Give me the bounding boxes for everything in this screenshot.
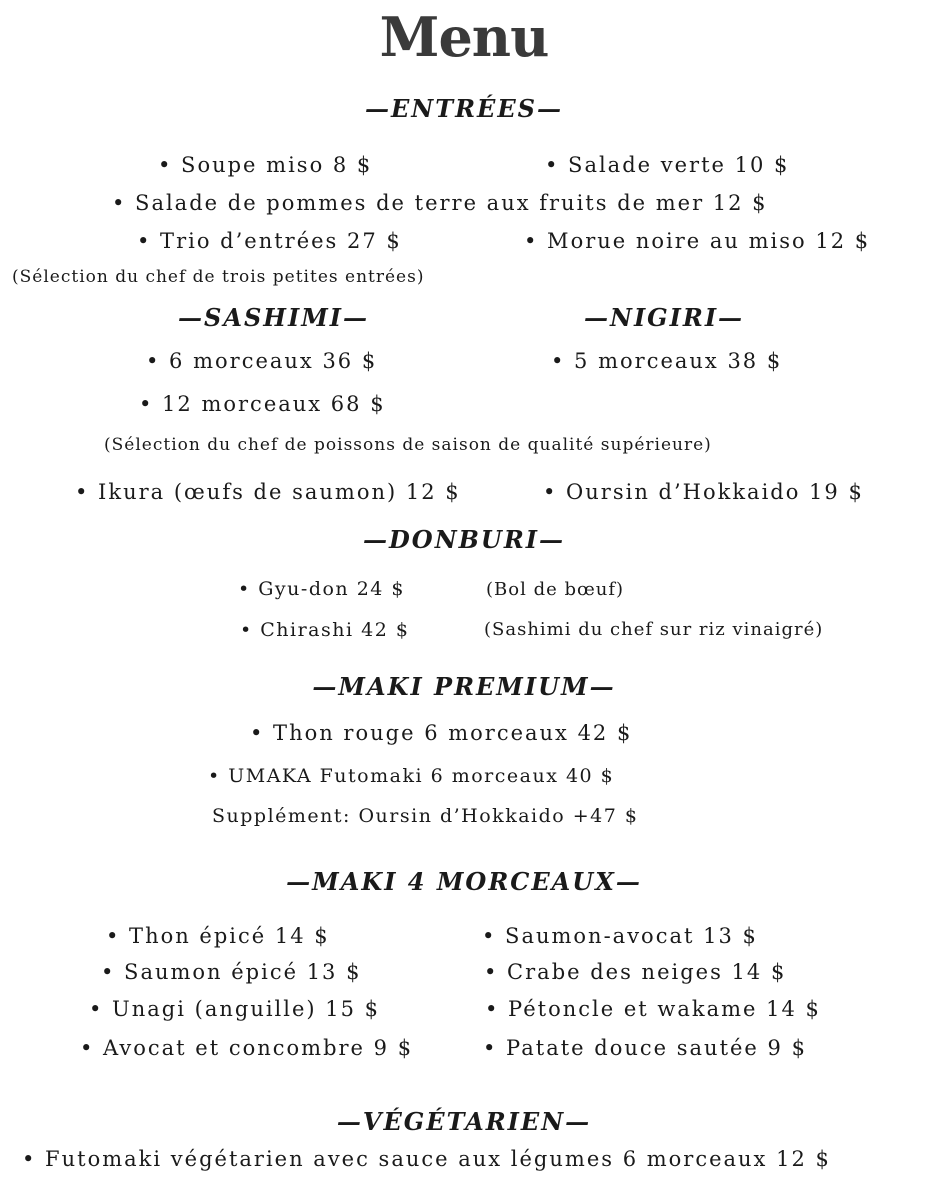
maki-premium-heading: —MAKI PREMIUM— (312, 672, 616, 701)
item-salade-pommes: • Salade de pommes de terre aux fruits de mer 12 $ (112, 191, 768, 215)
vegetarien-heading: —VÉGÉTARIEN— (336, 1107, 592, 1136)
item-maki-right: • Saumon-avocat 13 $ (482, 924, 758, 948)
item-nigiri-5: • 5 morceaux 38 $ (551, 349, 783, 373)
item-futomaki-vegetarien: • Futomaki végétarien avec sauce aux légumes 6 morceaux 12 $ (22, 1147, 831, 1171)
item-umaka-futomaki: • UMAKA Futomaki 6 morceaux 40 $ (208, 765, 615, 787)
item-chirashi: • Chirashi 42 $ (240, 619, 410, 641)
item-maki-right: • Patate douce sautée 9 $ (483, 1036, 807, 1060)
entrees-heading: —ENTRÉES— (365, 94, 563, 123)
gyu-don-note: (Bol de bœuf) (486, 579, 625, 600)
item-maki-left: • Saumon épicé 13 $ (101, 960, 362, 984)
maki-4-heading: —MAKI 4 MORCEAUX— (286, 867, 642, 896)
donburi-heading: —DONBURI— (362, 525, 566, 554)
menu-title: Menu (379, 5, 549, 69)
item-oursin: • Oursin d’Hokkaido 19 $ (543, 480, 864, 504)
item-maki-right: • Pétoncle et wakame 14 $ (485, 997, 821, 1021)
trio-note: (Sélection du chef de trois petites entrées) (12, 267, 425, 287)
item-maki-left: • Unagi (anguille) 15 $ (89, 997, 381, 1021)
selection-note: (Sélection du chef de poissons de saison de qualité supérieure) (104, 435, 712, 455)
chirashi-note: (Sashimi du chef sur riz vinaigré) (484, 619, 824, 640)
item-morue-noire: • Morue noire au miso 12 $ (524, 229, 871, 253)
item-maki-left: • Thon épicé 14 $ (106, 924, 330, 948)
item-maki-left: • Avocat et concombre 9 $ (80, 1036, 414, 1060)
item-trio-entrees: • Trio d’entrées 27 $ (137, 229, 402, 253)
item-salade-verte: • Salade verte 10 $ (545, 153, 790, 177)
item-ikura: • Ikura (œufs de saumon) 12 $ (75, 480, 461, 504)
sashimi-heading: —SASHIMI— (178, 303, 369, 332)
item-sashimi-6: • 6 morceaux 36 $ (146, 349, 378, 373)
supplement-note: Supplément: Oursin d’Hokkaido +47 $ (212, 805, 639, 827)
item-thon-rouge: • Thon rouge 6 morceaux 42 $ (250, 721, 633, 745)
item-maki-right: • Crabe des neiges 14 $ (484, 960, 787, 984)
item-sashimi-12: • 12 morceaux 68 $ (139, 392, 386, 416)
item-gyu-don: • Gyu-don 24 $ (238, 578, 405, 600)
item-soupe-miso: • Soupe miso 8 $ (158, 153, 373, 177)
nigiri-heading: —NIGIRI— (584, 303, 745, 332)
